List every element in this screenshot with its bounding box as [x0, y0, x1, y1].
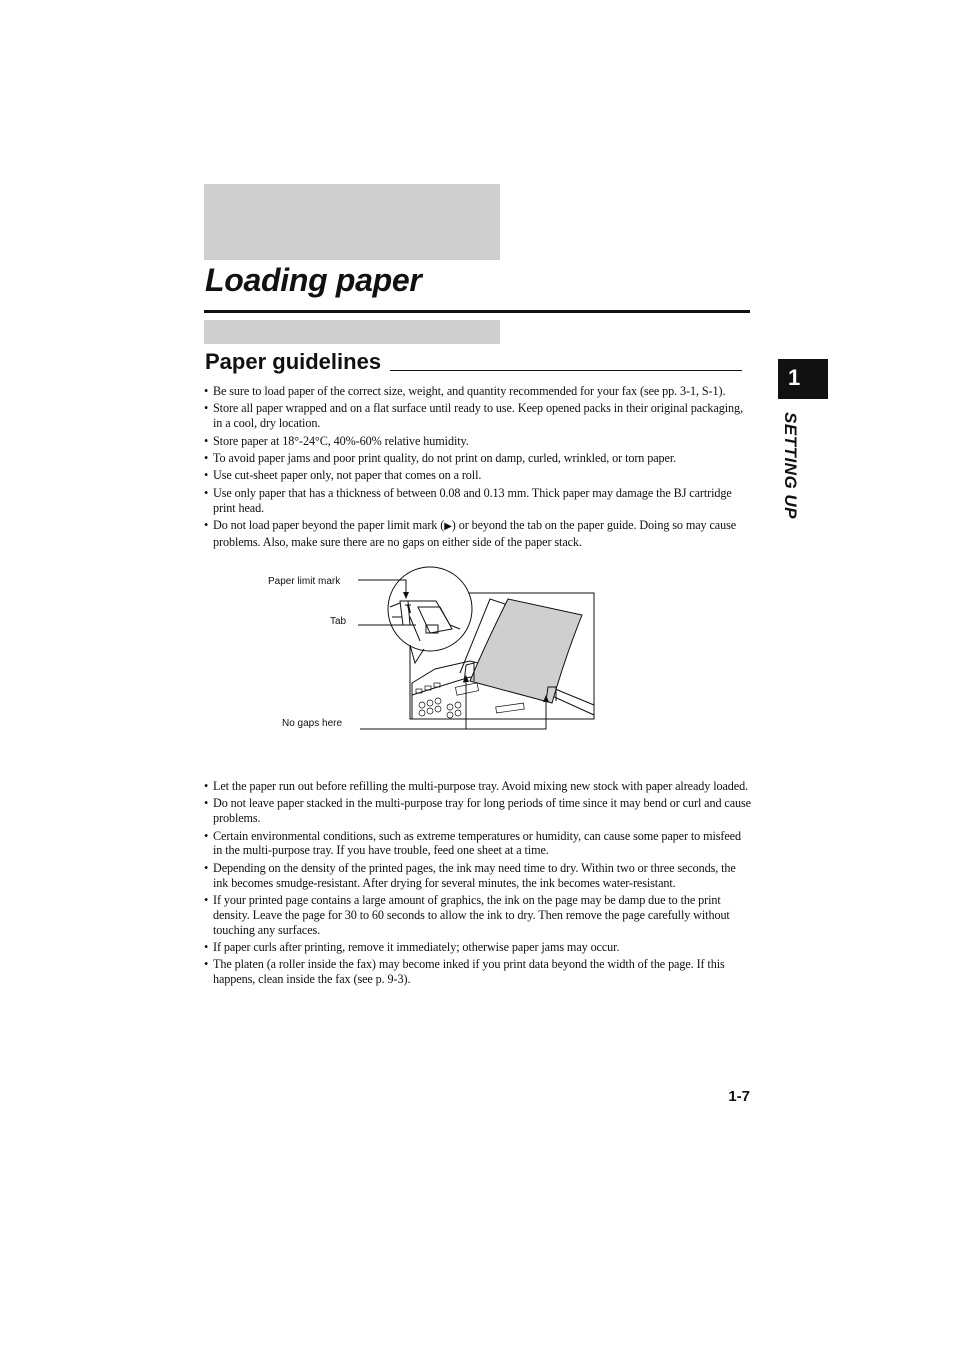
- list-item: • Do not leave paper stacked in the multi-purpose tray for long periods of time since it may bend or curl and cause problems.: [204, 796, 751, 826]
- list-item: • Use only paper that has a thickness of between 0.08 and 0.13 mm. Thick paper may damage the BJ cartridge print head.: [204, 485, 732, 515]
- subheader-gray-band: [204, 320, 500, 344]
- page-title: Loading paper: [205, 262, 422, 298]
- paper-loading-figure: [260, 565, 600, 740]
- fax-illustration: [260, 565, 600, 740]
- section-heading: Paper guidelines: [205, 349, 382, 374]
- chapter-tab: [778, 359, 828, 399]
- list-item: • Be sure to load paper of the correct size, weight, and quantity recommended for your fax (see pp. 3-1, S-1).: [204, 384, 726, 398]
- list-item: • Do not load paper beyond the paper limit mark (▶) or beyond the tab on the paper guide. Doing so may cause problems. Also, make sure there are no gaps on either side of the paper stack.: [204, 517, 737, 549]
- list-item: • Depending on the density of the printed pages, the ink may need time to dry. Within two or three seconds, the ink becomes smudge-resistant. After drying for several minutes, the ink becomes water-resistant.: [204, 860, 736, 890]
- label-tab: Tab: [330, 616, 347, 627]
- list-item: • Certain environmental conditions, such as extreme temperatures or humidity, can cause some paper to misfeed in the multi-purpose tray. If you have trouble, feed one sheet at a time.: [204, 828, 741, 858]
- title-rule: [204, 310, 750, 313]
- guidelines-list-2: [204, 779, 752, 990]
- list-item: • The platen (a roller inside the fax) may become inked if you print data beyond the width of the page. If this happens, clean inside the fax (see p. 9-3).: [204, 957, 725, 987]
- chapter-name: SETTING UP: [781, 412, 800, 520]
- list-item: • Store paper at 18°-24°C, 40%-60% relative humidity.: [204, 433, 469, 448]
- list-item: • If paper curls after printing, remove it immediately; otherwise paper jams may occur.: [204, 939, 620, 954]
- list-item: • To avoid paper jams and poor print quality, do not print on damp, curled, wrinkled, or torn paper.: [204, 450, 677, 465]
- guidelines-list-1: [204, 384, 752, 552]
- paper-limit-mark-icon: ▶: [444, 520, 452, 532]
- label-no-gaps: No gaps here: [282, 718, 343, 729]
- heading-underline: [390, 370, 742, 371]
- list-item: • Let the paper run out before refilling the multi-purpose tray. Avoid mixing new stock with paper already loaded.: [204, 779, 749, 793]
- page-number: 1-7: [728, 1088, 750, 1105]
- label-paper-limit-mark: Paper limit mark: [268, 576, 341, 587]
- list-item: • If your printed page contains a large amount of graphics, the ink on the page may be damp due to the print density. Leave the page for 30 to 60 seconds to allow the ink to dry. Then remove the page carefully without touching any surfaces.: [204, 892, 730, 937]
- header-gray-band: [204, 184, 500, 260]
- list-item: • Use cut-sheet paper only, not paper that comes on a roll.: [204, 468, 482, 483]
- chapter-number: 1: [788, 365, 801, 390]
- list-item: • Store all paper wrapped and on a flat surface until ready to use. Keep opened packs in their original packaging, in a cool, dry location.: [204, 401, 743, 431]
